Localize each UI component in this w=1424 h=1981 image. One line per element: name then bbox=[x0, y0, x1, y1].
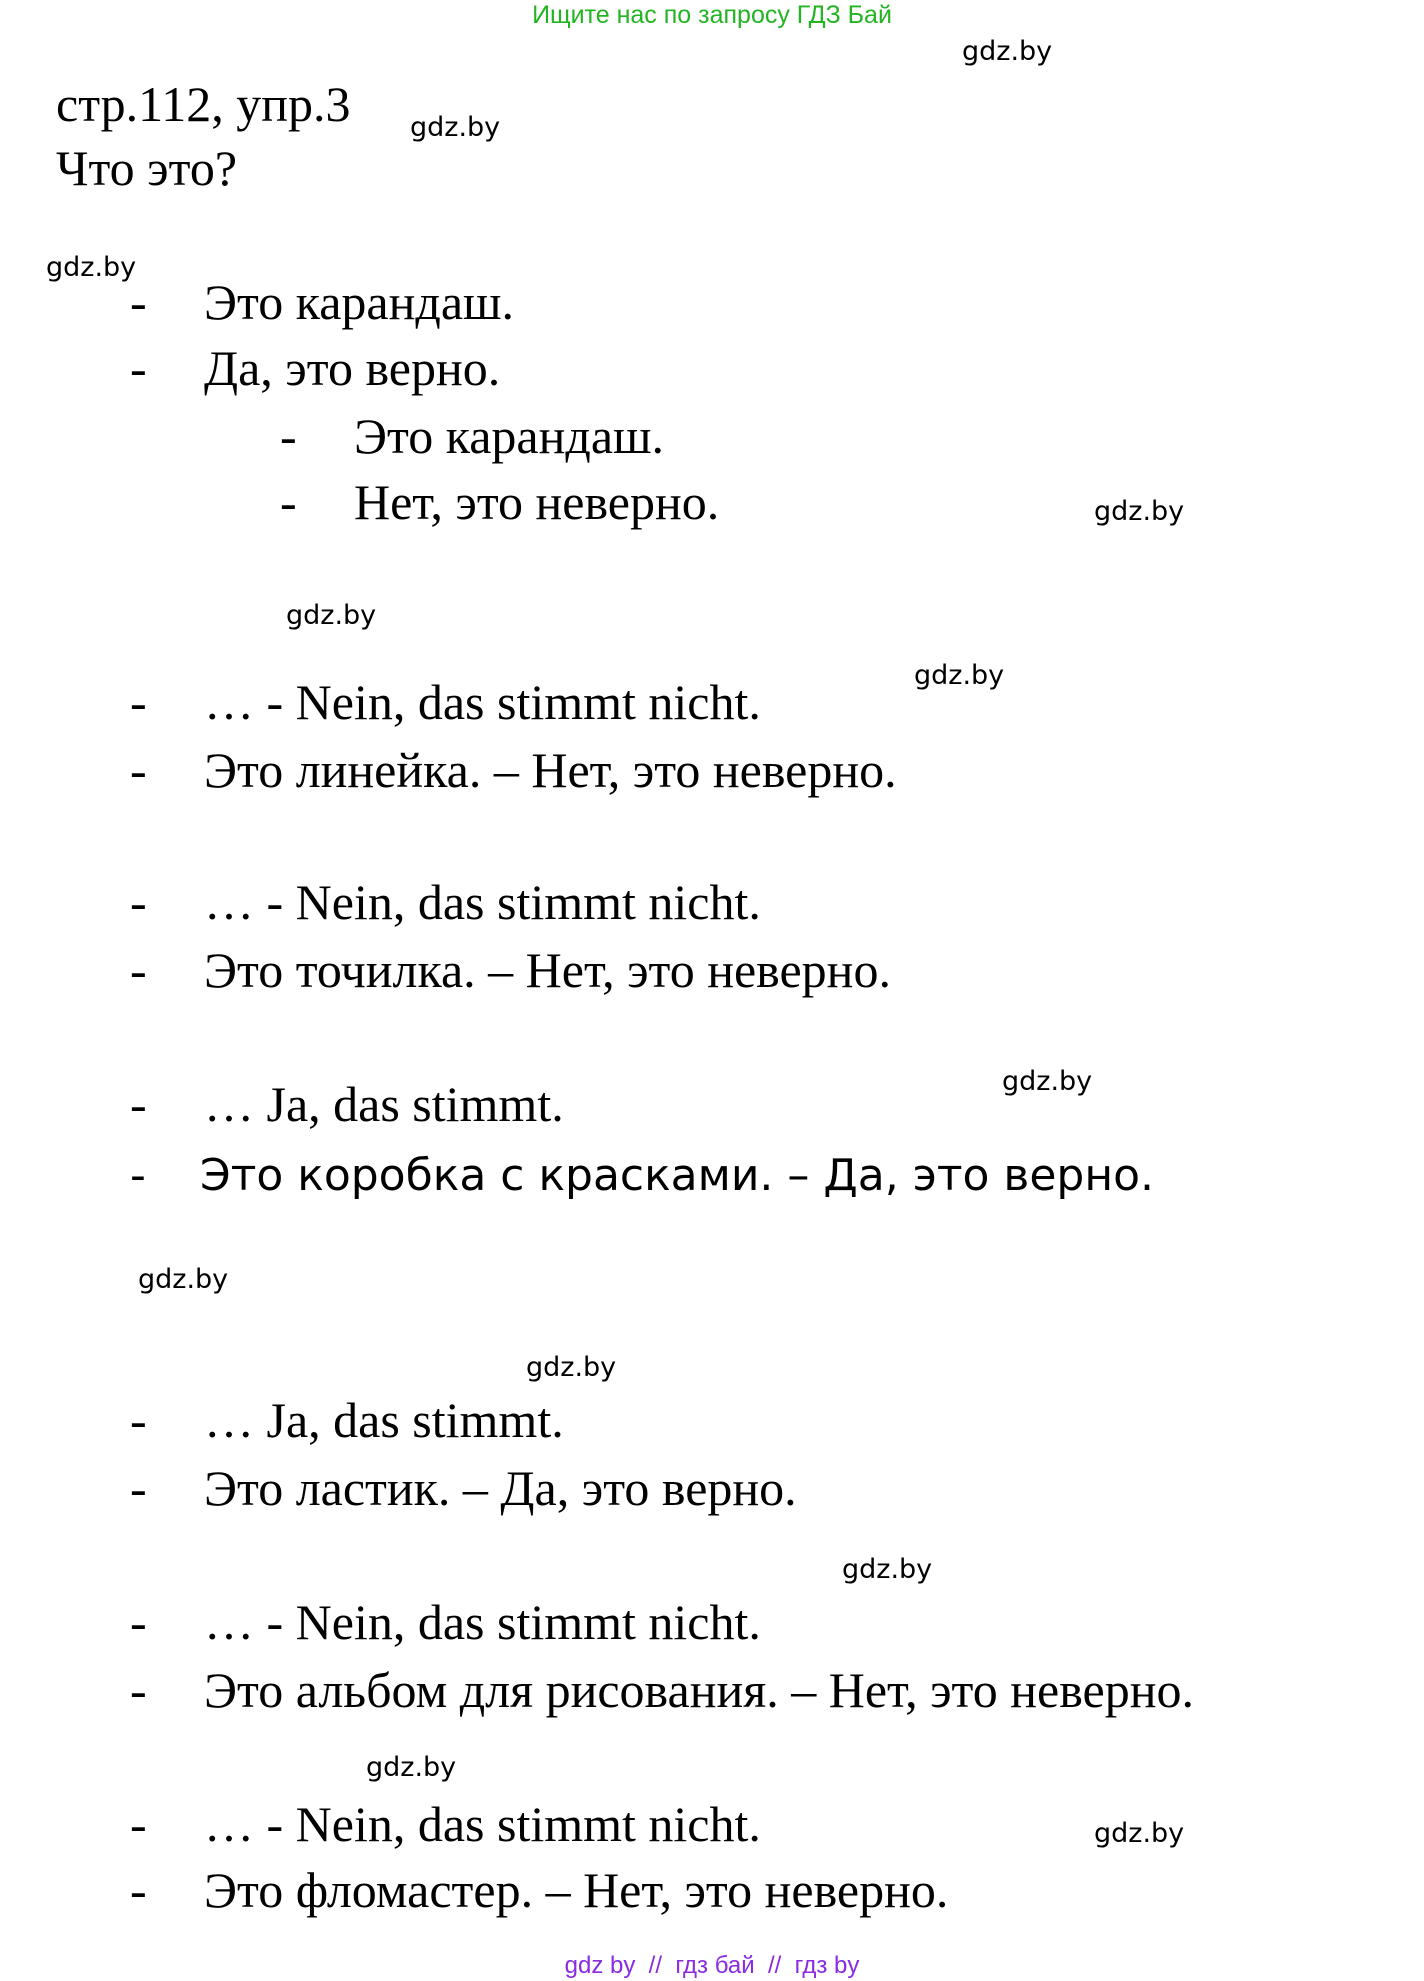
dialog-text: … Ja, das stimmt. bbox=[204, 1392, 564, 1448]
dialog-text: Это карандаш. bbox=[354, 408, 665, 464]
dialog-text: Это карандаш. bbox=[204, 274, 515, 330]
dash: - bbox=[130, 1662, 147, 1718]
dialog-text: Это альбом для рисования. – Нет, это неверно. bbox=[204, 1662, 1194, 1718]
dialog-text: … - Nein, das stimmt nicht. bbox=[204, 1796, 761, 1852]
dash: - bbox=[130, 1392, 147, 1448]
watermark: gdz.by bbox=[46, 252, 137, 283]
watermark: gdz.by bbox=[366, 1752, 457, 1783]
watermark: gdz.by bbox=[410, 112, 501, 143]
dash: - bbox=[130, 1594, 147, 1650]
watermark: gdz.by bbox=[842, 1554, 933, 1585]
dialog-text: Это точилка. – Нет, это неверно. bbox=[204, 942, 891, 998]
dash: - bbox=[130, 1796, 147, 1852]
watermark: gdz.by bbox=[962, 36, 1053, 67]
dash: - bbox=[130, 1460, 147, 1516]
page-title: стр.112, упр.3 bbox=[56, 76, 351, 132]
dash: - bbox=[280, 408, 297, 464]
dash: - bbox=[130, 274, 147, 330]
dash: - bbox=[130, 874, 147, 930]
dialog-text: Это коробка с красками. – Да, это верно. bbox=[200, 1150, 1154, 1201]
dash: - bbox=[130, 340, 147, 396]
watermark: gdz.by bbox=[286, 600, 377, 631]
bottom-banner: gdz by // гдз бай // гдз by bbox=[564, 1952, 860, 1979]
watermark: gdz.by bbox=[1094, 1818, 1185, 1849]
dialog-text: … Ja, das stimmt. bbox=[204, 1076, 564, 1132]
dash: - bbox=[130, 1150, 146, 1201]
dash: - bbox=[130, 1862, 147, 1918]
top-banner: Ищите нас по запросу ГДЗ Бай bbox=[532, 1, 892, 29]
watermark: gdz.by bbox=[914, 660, 1005, 691]
dialog-text: Это фломастер. – Нет, это неверно. bbox=[204, 1862, 949, 1918]
dash: - bbox=[280, 474, 297, 530]
dialog-text: Это линейка. – Нет, это неверно. bbox=[204, 742, 897, 798]
dialog-text: … - Nein, das stimmt nicht. bbox=[204, 674, 761, 730]
dialog-text: Да, это верно. bbox=[204, 340, 501, 396]
dash: - bbox=[130, 1076, 147, 1132]
watermark: gdz.by bbox=[1002, 1066, 1093, 1097]
dash: - bbox=[130, 742, 147, 798]
dialog-text: Нет, это неверно. bbox=[354, 474, 720, 530]
watermark: gdz.by bbox=[1094, 496, 1185, 527]
dash: - bbox=[130, 942, 147, 998]
page-subtitle: Что это? bbox=[56, 140, 238, 196]
dialog-text: … - Nein, das stimmt nicht. bbox=[204, 874, 761, 930]
dialog-text: Это ластик. – Да, это верно. bbox=[204, 1460, 797, 1516]
dash: - bbox=[130, 674, 147, 730]
dialog-text: … - Nein, das stimmt nicht. bbox=[204, 1594, 761, 1650]
watermark: gdz.by bbox=[138, 1264, 229, 1295]
watermark: gdz.by bbox=[526, 1352, 617, 1383]
